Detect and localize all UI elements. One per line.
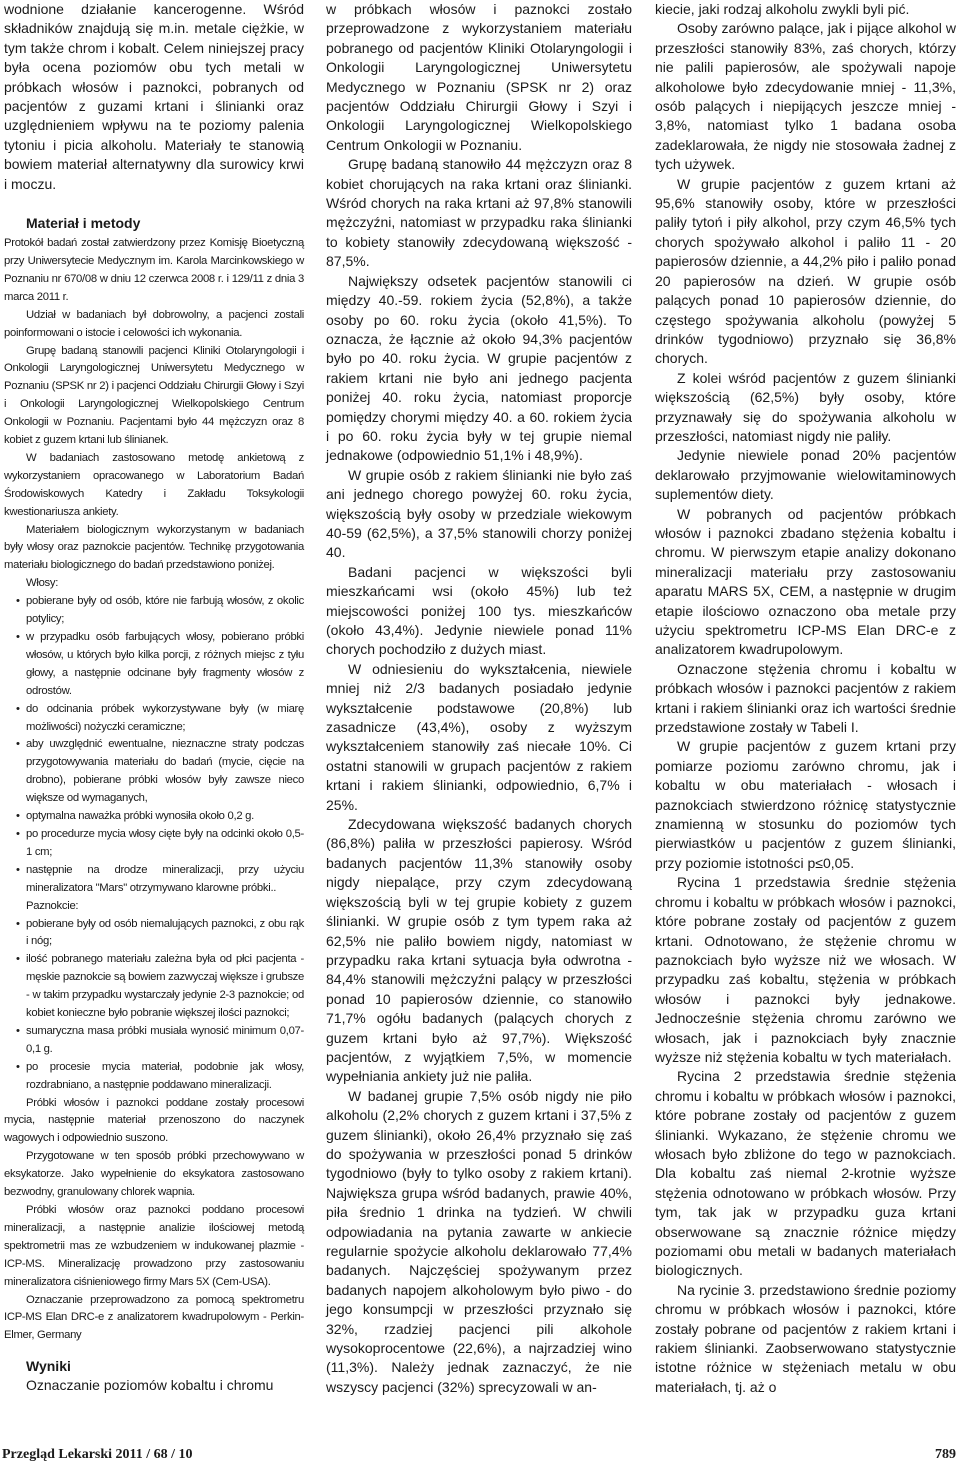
- intro-paragraph: wodnione działanie kancerogenne. Wśród składników znajdują się m.in. metale ciężkie, w tym także chrom i kobalt. Celem niniejszej pracy była ocena poziomów obu tych metali w próbkach włosów i paznokci, pobranych od pacjentów z guzami krtani i ślinianki oraz uzględnieniem wpływu na te poziomy palenia tytoniu i picia alkoholu. Materiały te stanowią bowiem materiał alternatywny dla surowicy krwi i moczu.: [4, 1, 304, 192]
- page-number: 789: [935, 1447, 956, 1462]
- column-right: [655, 0, 956, 1397]
- list-item: • po procesie mycia materiał, podobnie jak włosy, rozdrabniano, a następnie poddawano mineralizacji.: [4, 1059, 304, 1095]
- body-paragraph: Rycina 1 przedstawia średnie stężenia chromu i kobaltu w próbkach włosów i paznokci, które pobrane zostały od pacjentów z guzem krtani. Odnotowano, że stężenie chromu w paznokciach było wyższe niż we włosach. W przypadku zaś kobaltu, stężenia w próbkach włosów i paznokci były jednakowe. Jednocześnie stężenia chromu zarówno we włosach, jak i paznokciach były znacznie wyższe niż stężenia kobaltu w tych materiałach.: [655, 874, 956, 1065]
- list-item: • do odcinania próbek wykorzystywane były (w miarę możliwości) nożyczki ceramiczne;: [4, 701, 304, 737]
- body-paragraph: Badani pacjenci w większości byli mieszkańcami wsi (około 45%) lub też miejscowości poniżej 100 tys. mieszkańców (około 43,4%). Jedynie niewiele ponad 11% chorych pochodziło z dużych miast.: [326, 563, 632, 658]
- list-item: • pobierane były od osób niemalujących paznokci, z obu rąk i nóg;: [4, 916, 304, 952]
- body-paragraph: W pobranych od pacjentów próbkach włosów i paznokci zbadano stężenia kobaltu i chromu. W pierwszym etapie analizy dokonano mineralizacji materiału przy zastosowaniu aparatu MARS 5X, CEM, a następnie w drugim etapie ilościowo oznaczono oba metale przy użyciu spektrometru ICP-MS Elan DRC-e z analizatorem kwadrupolowym.: [655, 505, 956, 658]
- body-paragraph: Zdecydowana większość badanych chorych (86,8%) paliła w przeszłości papierosy. Wśród badanych pacjentów 11,3% stanowiły osoby nigdy niepalące, przy czym zdecydowaną większością byli w tej grupie kobiety z guzem ślinianki. W grupie osób z tym typem raka aż 62,5% nie paliło bowiem nigdy, natomiast w przypadku raka krtani sytuacja była odwrotna - 84,4% stanowili mężczyźni palący w przeszłości ponad 10 papierosów dziennie, co stanowiło 71,7% ogółu badanych (palących chorych z guzem krtani było aż 97,7%). Większość pacjentów, z wyjątkiem 7,5%, w momencie wypełniania ankiety już nie paliła.: [326, 816, 632, 1085]
- list-item: • optymalna naważka próbki wynosiła około 0,2 g.: [4, 808, 304, 826]
- list-item: • pobierane były od osób, które nie farbują włosów, z okolic potylicy;: [4, 593, 304, 629]
- body-paragraph: W grupie osób z rakiem ślinianki nie było zaś ani jednego chorego powyżej 60. roku życia, większością były osoby w przedziale wiekowym 40-59 (62,5%), a 37,5% stanowili chorzy poniżej 40.: [326, 466, 632, 561]
- nails-label: Paznokcie:: [26, 899, 79, 912]
- body-paragraph: Grupę badaną stanowiło 44 mężczyzn oraz 8 kobiet chorujących na raka krtani oraz ślinianki. Wśród chorych na raka krtani aż 97,8% stanowili mężczyźni, natomiast w przypadku raka ślinianki to kobiety stanowiły zdecydowaną większość - 87,5%.: [326, 156, 632, 270]
- body-paragraph: W badanej grupie 7,5% osób nigdy nie piło alkoholu (2,2% chorych z guzem krtani i 37,5% z guzem ślinianki), około 26,4% przyznało się zaś do spożywania w przeszłości ponad 5 drinków tygodniowo (były to tylko osoby z rakiem krtani). Największa grupa wśród badanych, prawie 40%, piła średnio 1 drinka na tydzień. W chwili odpowiadania na pytania zawarte w ankiecie regularnie spożycie alkoholu deklarowało 77,4% badanych. Najczęściej spożywanym przez badanych napojem alkoholowym było piwo - do jego konsumpcji w przeszłości przyznało się 32%, rzadziej pacjenci pili alkohole wysokoprocentowe (22,6%), a najrzadziej wino (11,3%). Należy jednak zaznaczyć, że nie wszyscy pacjenci (32%) sprecyzowali w an-: [326, 1087, 632, 1395]
- body-paragraph: Z kolei wśród pacjentów z guzem ślinianki większością (62,5%) były osoby, które przyznawały się do spożywania alkoholu w przeszłości, natomiast nigdy nie paliły.: [655, 369, 956, 444]
- list-item: • w przypadku osób farbujących włosy, pobierano próbki włosów, u których było kilka porcji, z różnych miejsc z tyłu głowy, a następnie odcinane były fragmenty włosów z odrostów.: [4, 629, 304, 701]
- body-paragraph: Osoby zarówno palące, jak i pijące alkohol w przeszłości stanowiły 83%, zaś chorych, którzy nie palili papierosów, ale spożywali napoje alkoholowe było zdecydowanie mniej - 11,3%, osób palących i niepijących jeszcze mniej - 3,8%, natomiast tylko 1 badana osoba zadeklarowała, że nigdy nie stosowała żadnej z tych używek.: [655, 20, 956, 173]
- results-heading: Wyniki: [26, 1358, 71, 1375]
- body-paragraph: Największy odsetek pacjentów stanowili ci między 40.-59. rokiem życia (52,8%), a także osoby po 60. roku życia (około 41,5%). To oznacza, że łącznie aż około 94,3% pacjentów było po 40. roku życia. W grupie pacjentów z rakiem krtani nie było ani jednego pacjenta poniżej 40. roku życia, natomiast proporcje pomiędzy chorymi między 40. a 60. rokiem życia i po 60. roku życia były w tej grupie niemal jednakowe (odpowiednio 51,1% i 48,9%).: [326, 272, 632, 464]
- methods-paragraph: Próbki włosów oraz paznokci poddano procesowi mineralizacji, a następnie analizie ilościowej metodą spektrometrii mas ze wzbudzeniem w indukowanej plazmie - ICP-MS. Mineralizację prowadzono przy zastosowaniu mineralizatora ciśnieniowego firmy Mars 5X (Cem-USA).: [4, 1204, 304, 1288]
- methods-heading: Materiał i metody: [26, 215, 141, 232]
- body-paragraph: Oznaczone stężenia chromu i kobaltu w próbkach włosów i paznokci pacjentów z rakiem krtani i rakiem ślinianki oraz ich wartości średnie przedstawione zostały w Tabeli I.: [655, 660, 956, 736]
- body-paragraph: Na rycinie 3. przedstawiono średnie poziomy chromu w próbkach włosów i paznokci, które zostały pobrane od pacjentów z rakiem krtani i rakiem ślinianki. Zaobserwowano statystycznie istotne różnice w stężeniach metalu w obu materiałach, tj. aż o: [655, 1281, 956, 1395]
- methods-paragraph: Grupę badaną stanowili pacjenci Kliniki Otolaryngologii i Onkologii Laryngologicznej Uniwersytetu Medycznego w Poznaniu (SPSK nr 2) i pacjenci Oddziału Chirurgii Głowy i Szyi i Onkologii Laryngologicznej Wielkopolskiego Centrum Onkologii w Poznaniu. Pacjentami było 44 mężczyzn oraz 8 kobiet z guzem krtani lub ślinianek.: [4, 344, 304, 447]
- methods-paragraph: Próbki włosów i paznokci poddane zostały procesowi mycia, następnie materiał przenoszono do naczynek wagowych i odpowiednio suszono.: [4, 1096, 304, 1145]
- body-paragraph: w próbkach włosów i paznokci zostało przeprowadzone z wykorzystaniem materiału pobranego od pacjentów Kliniki Otolaryngologii i Onkologii Laryngologicznej Uniwersytetu Medycznego w Poznaniu (SPSK nr 2) oraz pacjentów Oddziału Chirurgii Głowy i Szyi i Onkologii Laryngologicznej Wielkopolskiego Centrum Onkologii w Poznaniu.: [326, 1, 632, 153]
- methods-paragraph: Udział w badaniach był dobrowolny, a pacjenci zostali poinformowani o istocie i celowości ich wykonania.: [4, 308, 304, 339]
- body-paragraph: Jedynie niewiele ponad 20% pacjentów deklarowało przyjmowanie wielowitaminowych suplementów diety.: [655, 447, 956, 503]
- list-item: • aby uwzględnić ewentualne, nieznaczne straty podczas przygotowywania materiału do badań (mycie, cięcie na drobno), pobierane próbki włosów były zawsze nieco większe od wymaganych,: [4, 736, 304, 808]
- results-intro: Oznaczanie poziomów kobaltu i chromu: [26, 1377, 274, 1394]
- list-item: • po procedurze mycia włosy cięte były na odcinki około 0,5-1 cm;: [4, 826, 304, 862]
- list-item: • następnie na drodze mineralizacji, przy użyciu mineralizatora "Mars" otrzymywano klarowne próbki..: [4, 862, 304, 898]
- methods-paragraph: Oznaczanie przeprowadzono za pomocą spektrometru ICP-MS Elan DRC-e z analizatorem kwadrupolowym - Perkin-Elmer, Germany: [4, 1293, 304, 1342]
- body-paragraph: W odniesieniu do wykształcenia, niewiele mniej niż 2/3 badanych posiadało jedynie wykształcenie podstawowe (20,8%) lub zasadnicze (43,4%), osoby z wyższym wykształceniem stanowiły zaś niecałe 10%. Ci ostatni stanowili w grupach pacjentów z rakiem krtani i rakiem ślinianki, odpowiednio, 6,7% i 25%.: [326, 660, 632, 813]
- methods-paragraph: Materiałem biologicznym wykorzystanym w badaniach były włosy oraz paznokcie pacjentów. Technikę przygotowania materiału biologicznego do badań przedstawiono poniżej.: [4, 523, 304, 572]
- list-item: • ilość pobranego materiału zależna była od płci pacjenta - męskie paznokcie są bowiem zazwyczaj większe i grubsze - w takim przypadku wystarczały jedynie 2-3 paznokcie; od kobiet konieczne było pobranie większej ilości paznokci;: [4, 951, 304, 1023]
- body-paragraph: kiecie, jaki rodzaj alkoholu zwykli byli pić.: [655, 1, 910, 17]
- methods-paragraph: Protokół badań został zatwierdzony przez Komisję Bioetyczną przy Uniwersytecie Medycznym im. Karola Marcinkowskiego w Poznaniu nr 670/08 w dniu 12 czerwca 2008 r. i 129/11 z dnia 3 marca 2011 r.: [4, 237, 304, 303]
- body-paragraph: W grupie pacjentów z guzem krtani aż 95,6% stanowiły osoby, które w przeszłości paliły tytoń i piły alkohol, przy czym 46,5% tych chorych spożywało alkohol i paliło 11 - 20 papierosów dziennie, a 44,2% piło i paliło ponad 20 papierosów na dzień. W grupie osób palących ponad 10 papierosów dziennie, do częstego spożywania alkoholu (powyżej 5 drinków tygodniowo) przyznało się 36,8% chorych.: [655, 175, 956, 367]
- hair-label: Włosy:: [26, 577, 59, 590]
- journal-footer: Przegląd Lekarski 2011 / 68 / 10: [2, 1447, 193, 1462]
- column-left: [4, 0, 304, 1396]
- body-paragraph: Rycina 2 przedstawia średnie stężenia chromu i kobaltu w próbkach włosów i paznokci, które pobrane zostały od pacjentów z guzem ślinianki. Wykazano, że stężenie chromu we włosach było zbliżone do tego w paznokciach. Dla kobaltu zaś niemal 2-krotnie wyższe stężenia odnotowano w próbkach włosów. Przy tym, tak jak w przypadku guza krtani obserwowane są znacznie różnice między poziomami obu metali w badanych materiałach biologicznych.: [655, 1068, 956, 1279]
- methods-paragraph: W badaniach zastosowano metodę ankietową z wykorzystaniem opracowanego w Laboratorium Badań Środowiskowych Katedry i Zakładu Toksykologii kwestionariusza ankiety.: [4, 451, 304, 518]
- column-middle: [326, 0, 632, 1397]
- list-item: • sumaryczna masa próbki musiała wynosić minimum 0,07-0,1 g.: [4, 1023, 304, 1059]
- body-paragraph: W grupie pacjentów z guzem krtani przy pomiarze poziomu zarówno chromu, jak i kobaltu w obu materiałach - włosach i paznokciach stwierdzono różnicę statystycznie znamienną w stosunku do poziomów tych pierwiastków u pacjentów z guzem ślinianki, przy poziomie istotności p≤0,05.: [655, 738, 956, 871]
- methods-paragraph: Przygotowane w ten sposób próbki przechowywano w eksykatorze. Jako wypełnienie do eksykatora zastosowano bezwodny, granulowany chlorek wapnia.: [4, 1150, 304, 1199]
